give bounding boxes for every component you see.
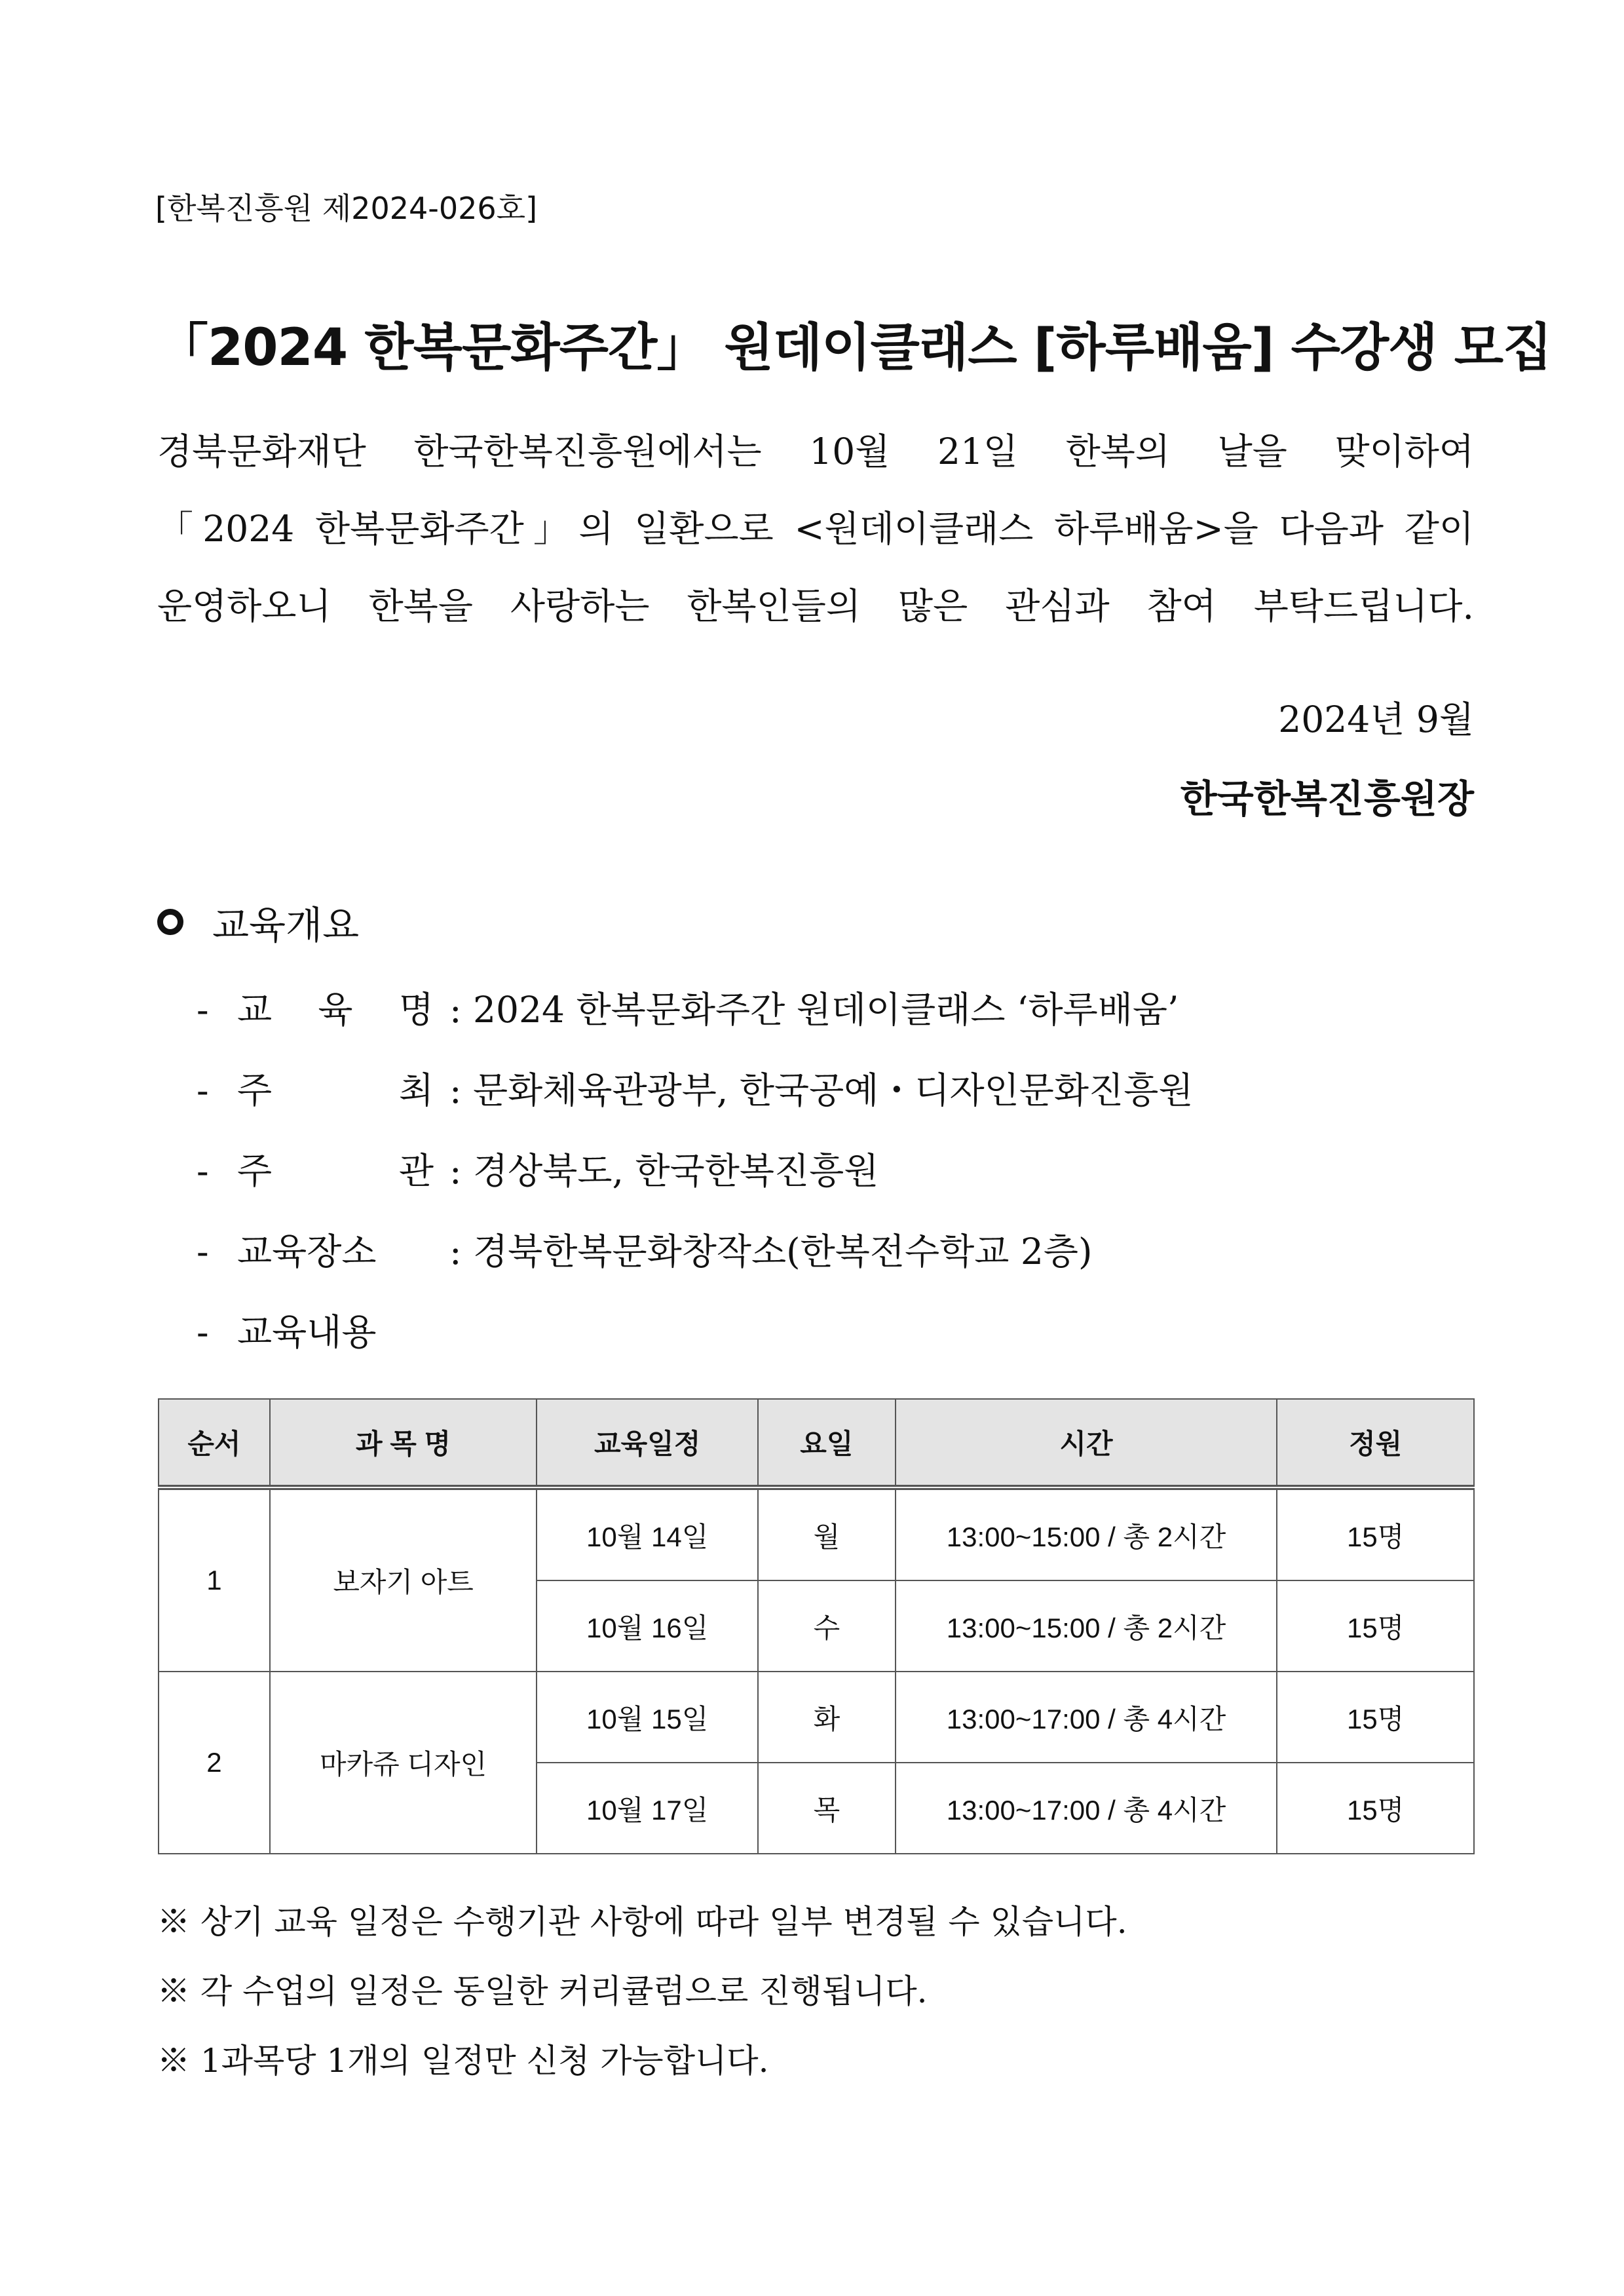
label-char: 육 [318,989,353,1031]
overview-item-host [197,1050,1193,1131]
section-heading [157,894,359,949]
document-number: [한복진흥원 제2024-026호] [155,191,538,226]
order-cell: 1 [159,1487,270,1672]
label-char: 교 [237,989,273,1031]
overview-value: : 경북한복문화창작소(한복전수학교 2층) [449,1231,1093,1272]
column-header: 요일 [758,1399,896,1487]
capacity-cell: 15명 [1277,1487,1474,1580]
schedule-table [158,1398,1475,1854]
label-char: 주 [237,1150,273,1192]
label-char: 주 [237,1069,273,1111]
issue-date: 2024년 9월 [1278,698,1474,740]
column-header: 정원 [1277,1399,1474,1487]
intro-paragraph [157,413,1474,645]
time-cell: 13:00~15:00 / 총 2시간 [896,1487,1277,1580]
overview-label [237,970,434,1050]
overview-label [237,1050,434,1131]
day-cell: 수 [758,1580,896,1672]
dash-bullet: - [197,1150,209,1192]
note-item: ※ 각 수업의 일정은 동일한 커리큘럼으로 진행됩니다. [157,1972,928,2010]
notes-list [157,1887,1127,2095]
section-title: 교육개요 [212,903,360,947]
capacity-cell: 15명 [1277,1672,1474,1763]
time-cell: 13:00~15:00 / 총 2시간 [896,1580,1277,1672]
date-cell: 10월 15일 [537,1672,758,1763]
subject-cell: 마카쥬 디자인 [270,1672,537,1854]
table-header-row [159,1399,1474,1487]
dash-bullet: - [197,989,209,1031]
label-char: 명 [398,989,434,1031]
dash-bullet: - [197,1069,209,1111]
time-cell: 13:00~17:00 / 총 4시간 [896,1763,1277,1854]
overview-list [197,970,1193,1373]
day-cell: 월 [758,1487,896,1580]
subject-cell: 보자기 아트 [270,1487,537,1672]
intro-line: 운영하오니 한복을 사랑하는 한복인들의 많은 관심과 참여 부탁드립니다. [157,585,1474,627]
page-title: 「2024 한복문화주간」 원데이클래스 [하루배움] 수강생 모집 [157,318,1552,377]
intro-line: 「2024 한복문화주간」의 일환으로 <원데이클래스 하루배움>을 다음과 같이 [157,508,1474,550]
date-cell: 10월 17일 [537,1763,758,1854]
overview-item-content [197,1292,1193,1373]
intro-line: 경북문화재단 한국한복진흥원에서는 10월 21일 한복의 날을 맞이하여 [157,430,1474,472]
dash-bullet: - [197,1311,209,1353]
circle-bullet-icon [157,909,183,935]
column-header: 순서 [159,1399,270,1487]
note-item: ※ 상기 교육 일정은 수행기관 사항에 따라 일부 변경될 수 있습니다. [157,1903,1127,1941]
dash-bullet: - [197,1231,209,1272]
date-cell: 10월 16일 [537,1580,758,1672]
overview-value: : 문화체육관광부, 한국공예・디자인문화진흥원 [449,1069,1194,1111]
overview-label [237,1131,434,1212]
order-cell: 2 [159,1672,270,1854]
capacity-cell: 15명 [1277,1580,1474,1672]
label-char: 최 [398,1069,434,1111]
column-header: 교육일정 [537,1399,758,1487]
label-text: 교육장소 [237,1231,377,1272]
note-item: ※ 1과목당 1개의 일정만 신청 가능합니다. [157,2042,769,2080]
capacity-cell: 15명 [1277,1763,1474,1854]
label-text: 교육내용 [237,1311,377,1353]
day-cell: 목 [758,1763,896,1854]
overview-label [237,1212,434,1292]
label-char: 관 [398,1150,434,1192]
table-row [159,1672,1474,1763]
column-header: 과 목 명 [270,1399,537,1487]
table-row [159,1487,1474,1580]
overview-value: : 2024 한복문화주간 원데이클래스 ‘하루배움’ [449,989,1179,1031]
overview-value: : 경상북도, 한국한복진흥원 [449,1150,879,1192]
overview-item-location [197,1212,1193,1292]
column-header: 시간 [896,1399,1277,1487]
overview-item-organizer [197,1131,1193,1212]
signer-name: 한국한복진흥원장 [1180,776,1474,821]
overview-item-name [197,970,1193,1050]
time-cell: 13:00~17:00 / 총 4시간 [896,1672,1277,1763]
date-cell: 10월 14일 [537,1487,758,1580]
overview-label [237,1292,434,1373]
day-cell: 화 [758,1672,896,1763]
